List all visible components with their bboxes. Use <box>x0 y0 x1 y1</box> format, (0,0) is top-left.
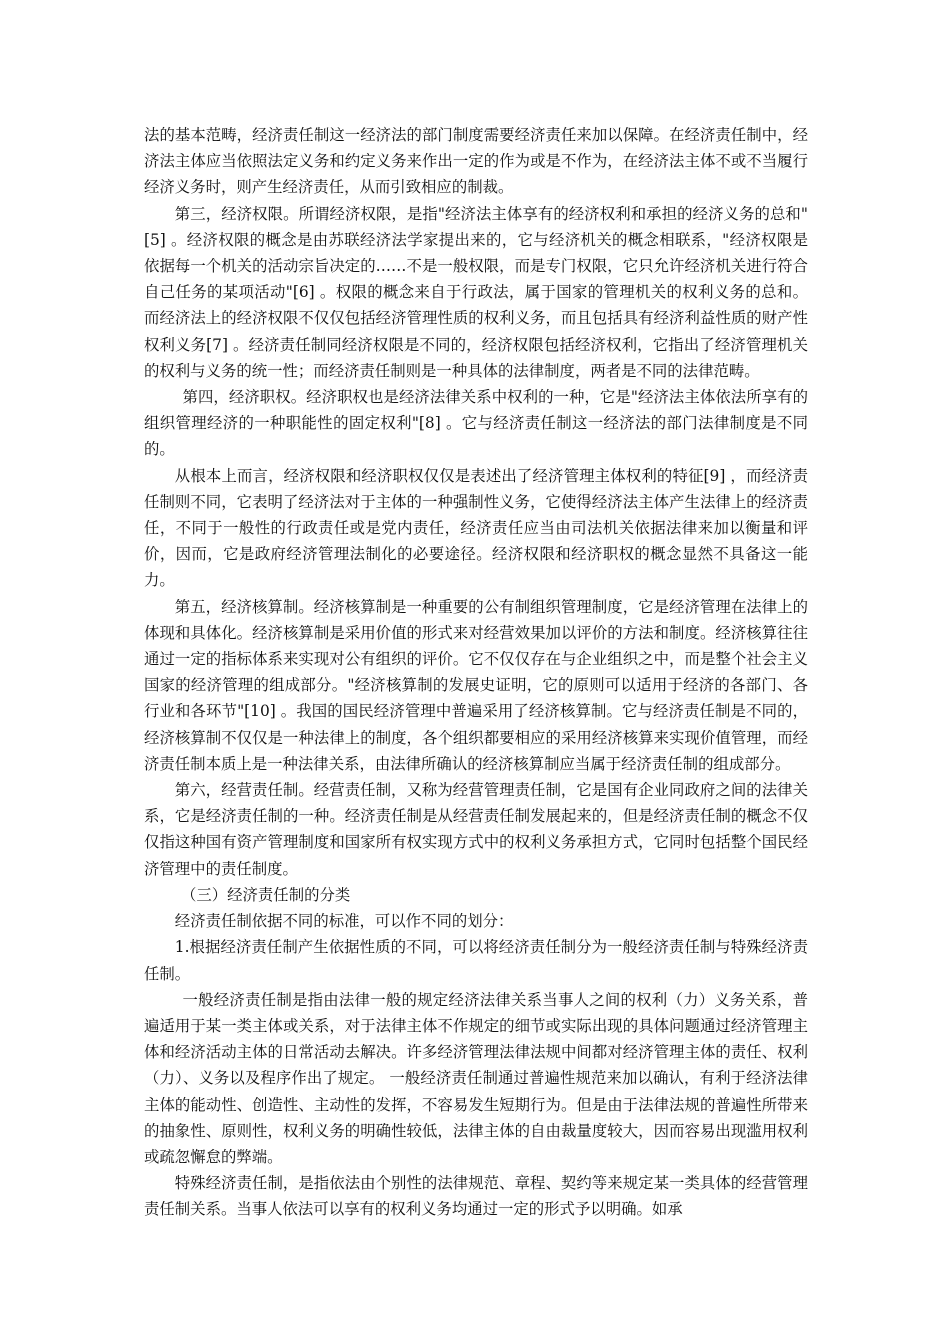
paragraph-continued: 法的基本范畴，经济责任制这一经济法的部门制度需要经济责任来加以保障。在经济责任制中，经济法主体应当依照法定义务和约定义务来作出一定的作为或是不作为，在经济法主体不或不当履行经济义务时，则产生经济责任，从而引致相应的制裁。 <box>144 126 808 197</box>
paragraph-special-responsibility: 特殊经济责任制，是指依法由个别性的法律规范、章程、契约等来规定某一类具体的经营管理责任制关系。当事人依法可以享有的权利义务均通过一定的形式予以明确。如承 <box>144 1174 808 1219</box>
paragraph-economic-power: 第四，经济职权。经济职权也是经济法律关系中权利的一种，它是"经济法主体依法所享有的组织管理经济的一种职能性的固定权利"[8] 。它与经济责任制这一经济法的部门法律制度是不同的。 <box>144 388 808 459</box>
paragraph-classification-intro: 经济责任制依据不同的标准，可以作不同的划分： <box>174 912 514 931</box>
paragraph-management-responsibility: 第六，经营责任制。经营责任制，又称为经营管理责任制，它是国有企业同政府之间的法律关系，它是经济责任制的一种。经济责任制是从经营责任制发展起来的，但是经济责任制的概念不仅仅指这种国有资产管理制度和国家所有权实现方式中的权利义务承担方式，它同时包括整个国民经济管理中的责任制度。 <box>144 781 808 878</box>
paragraph-economic-accounting: 第五，经济核算制。经济核算制是一种重要的公有制组织管理制度，它是经济管理在法律上的体现和具体化。经济核算制是采用价值的形式来对经营效果加以评价的方法和制度。经济核算往往通过一定的指标体系来实现对公有组织的评价。它不仅仅存在与企业组织之中，而是整个社会主义国家的经济管理的组成部分。"经济核算制的发展史证明，它的原则可以适用于经济的各部门、各行业和各环节"[10] 。我国的国民经济管理中普遍采用了经济核算制。它与经济责任制是不同的，经济核算制不仅仅是一种法律上的制度，各个组织都要相应的采用经济核算来实现价值管理，而经济责任制本质上是一种法律关系，由法律所确认的经济核算制应当属于经济责任制的组成部分。 <box>144 597 808 773</box>
document-page <box>144 122 808 1223</box>
paragraph-economic-authority: 第三，经济权限。所谓经济权限，是指"经济法主体享有的经济权利和承担的经济义务的总和"[5] 。经济权限的概念是由苏联经济法学家提出来的，它与经济机关的概念相联系，"经济权限是依据每一个机关的活动宗旨决定的……不是一般权限，而是专门权限，它只允许经济机关进行符合自己任务的某项活动"[6] 。权限的概念来自于行政法，属于国家的管理机关的权利义务的总和。而经济法上的经济权限不仅仅包括经济管理性质的权利义务，而且包括具有经济利益性质的财产性权利义务[7] 。经济责任制同经济权限是不同的，经济权限包括经济权利，它指出了经济管理机关的权利与义务的统一性；而经济责任制则是一种具体的法律制度，两者是不同的法律范畴。 <box>144 204 808 380</box>
paragraph-general-responsibility: 一般经济责任制是指由法律一般的规定经济法律关系当事人之间的权利（力）义务关系，普遍适用于某一类主体或关系，对于法律主体不作规定的细节或实际出现的具体问题通过经济管理主体和经济活动主体的日常活动去解决。许多经济管理法律法规中间都对经济管理主体的责任、权利（力）、义务以及程序作出了规定。 一般经济责任制通过普遍性规范来加以确认，有利于经济法律主体的能动性、创造性、主动性的发挥，不容易发生短期行为。但是由于法律法规的普遍性所带来的抽象性、原则性，权利义务的明确性较低，法律主体的自由裁量度较大，因而容易出现滥用权利或疏忽懈怠的弊端。 <box>144 990 808 1166</box>
paragraph-fundamental-comparison: 从根本上而言，经济权限和经济职权仅仅是表述出了经济管理主体权利的特征[9] ，而经济责任制则不同，它表明了经济法对于主体的一种强制性义务，它使得经济法主体产生法律上的经济责任，不同于一般性的行政责任或是党内责任，经济责任应当由司法机关依据法律来加以衡量和评价，因而，它是政府经济管理法制化的必要途径。经济权限和经济职权的概念显然不具备这一能力。 <box>144 466 808 590</box>
list-item-classification-1: 1.根据经济责任制产生依据性质的不同，可以将经济责任制分为一般经济责任制与特殊经济责任制。 <box>144 938 808 983</box>
section-heading-classification: （三）经济责任制的分类 <box>180 885 351 904</box>
